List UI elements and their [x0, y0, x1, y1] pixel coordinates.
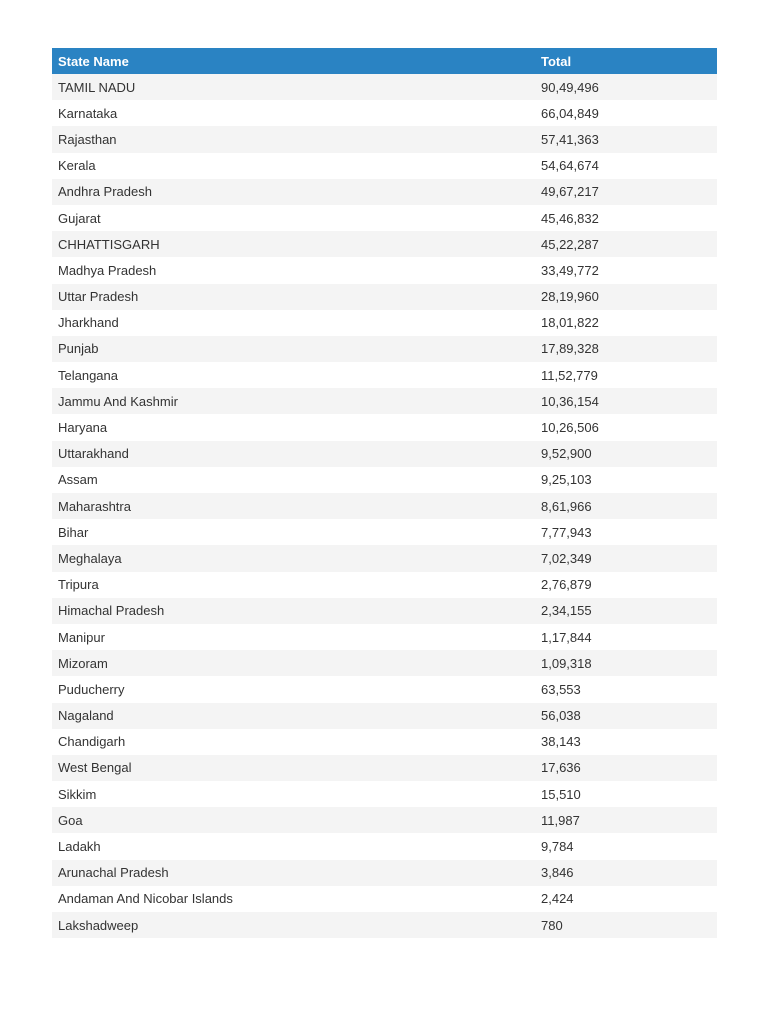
total-cell: 11,52,779 — [535, 362, 717, 388]
total-cell: 10,36,154 — [535, 388, 717, 414]
table-row — [52, 729, 717, 755]
total-cell: 54,64,674 — [535, 153, 717, 179]
state-name-cell: Andhra Pradesh — [52, 179, 535, 205]
total-cell: 56,038 — [535, 703, 717, 729]
table-row — [52, 519, 717, 545]
table-row — [52, 388, 717, 414]
total-cell: 9,25,103 — [535, 467, 717, 493]
total-cell: 9,784 — [535, 833, 717, 859]
state-name-cell: Sikkim — [52, 781, 535, 807]
total-cell: 2,34,155 — [535, 598, 717, 624]
state-name-column-header: State Name — [52, 48, 535, 74]
total-cell: 2,76,879 — [535, 572, 717, 598]
total-cell: 90,49,496 — [535, 74, 717, 100]
state-name-cell: Puducherry — [52, 676, 535, 702]
state-totals-table — [52, 48, 717, 938]
state-name-cell: CHHATTISGARH — [52, 231, 535, 257]
table-row — [52, 153, 717, 179]
state-name-cell: Uttar Pradesh — [52, 284, 535, 310]
total-cell: 45,22,287 — [535, 231, 717, 257]
total-cell: 63,553 — [535, 676, 717, 702]
total-cell: 28,19,960 — [535, 284, 717, 310]
state-name-cell: Nagaland — [52, 703, 535, 729]
state-name-cell: TAMIL NADU — [52, 74, 535, 100]
table-row — [52, 126, 717, 152]
table-row — [52, 703, 717, 729]
state-name-cell: Arunachal Pradesh — [52, 860, 535, 886]
state-name-cell: Bihar — [52, 519, 535, 545]
state-name-cell: Uttarakhand — [52, 441, 535, 467]
total-cell: 780 — [535, 912, 717, 938]
table-row — [52, 179, 717, 205]
table-row — [52, 676, 717, 702]
total-cell: 9,52,900 — [535, 441, 717, 467]
state-name-cell: Telangana — [52, 362, 535, 388]
table-row — [52, 100, 717, 126]
total-cell: 2,424 — [535, 886, 717, 912]
state-name-cell: Madhya Pradesh — [52, 257, 535, 283]
table-row — [52, 860, 717, 886]
total-cell: 38,143 — [535, 729, 717, 755]
table-header — [52, 48, 717, 74]
header-row — [52, 48, 717, 74]
table-row — [52, 284, 717, 310]
state-name-cell: Goa — [52, 807, 535, 833]
state-name-cell: Chandigarh — [52, 729, 535, 755]
state-name-cell: Mizoram — [52, 650, 535, 676]
table-row — [52, 833, 717, 859]
total-cell: 10,26,506 — [535, 414, 717, 440]
table-row — [52, 310, 717, 336]
table-row — [52, 493, 717, 519]
state-name-cell: Lakshadweep — [52, 912, 535, 938]
total-cell: 17,636 — [535, 755, 717, 781]
total-cell: 11,987 — [535, 807, 717, 833]
total-column-header: Total — [535, 48, 717, 74]
table-row — [52, 807, 717, 833]
total-cell: 57,41,363 — [535, 126, 717, 152]
state-name-cell: West Bengal — [52, 755, 535, 781]
total-cell: 7,02,349 — [535, 545, 717, 571]
state-name-cell: Jharkhand — [52, 310, 535, 336]
table-row — [52, 545, 717, 571]
state-name-cell: Assam — [52, 467, 535, 493]
state-name-cell: Punjab — [52, 336, 535, 362]
table-row — [52, 231, 717, 257]
total-cell: 1,17,844 — [535, 624, 717, 650]
table-row — [52, 441, 717, 467]
table-row — [52, 467, 717, 493]
state-name-cell: Meghalaya — [52, 545, 535, 571]
state-name-cell: Rajasthan — [52, 126, 535, 152]
state-name-cell: Andaman And Nicobar Islands — [52, 886, 535, 912]
total-cell: 17,89,328 — [535, 336, 717, 362]
total-cell: 7,77,943 — [535, 519, 717, 545]
total-cell: 49,67,217 — [535, 179, 717, 205]
state-name-cell: Haryana — [52, 414, 535, 440]
table-row — [52, 624, 717, 650]
total-cell: 45,46,832 — [535, 205, 717, 231]
total-cell: 1,09,318 — [535, 650, 717, 676]
state-name-cell: Manipur — [52, 624, 535, 650]
state-name-cell: Jammu And Kashmir — [52, 388, 535, 414]
state-name-cell: Tripura — [52, 572, 535, 598]
total-cell: 8,61,966 — [535, 493, 717, 519]
table-row — [52, 912, 717, 938]
table-row — [52, 205, 717, 231]
state-name-cell: Maharashtra — [52, 493, 535, 519]
total-cell: 18,01,822 — [535, 310, 717, 336]
state-name-cell: Karnataka — [52, 100, 535, 126]
table-row — [52, 781, 717, 807]
state-name-cell: Himachal Pradesh — [52, 598, 535, 624]
total-cell: 33,49,772 — [535, 257, 717, 283]
table-row — [52, 74, 717, 100]
state-name-cell: Gujarat — [52, 205, 535, 231]
total-cell: 15,510 — [535, 781, 717, 807]
state-name-cell: Ladakh — [52, 833, 535, 859]
table-row — [52, 257, 717, 283]
table-row — [52, 414, 717, 440]
total-cell: 66,04,849 — [535, 100, 717, 126]
table-row — [52, 336, 717, 362]
table-row — [52, 598, 717, 624]
table-row — [52, 886, 717, 912]
state-name-cell: Kerala — [52, 153, 535, 179]
table-row — [52, 755, 717, 781]
table-body — [52, 74, 717, 938]
total-cell: 3,846 — [535, 860, 717, 886]
table-row — [52, 362, 717, 388]
table-row — [52, 572, 717, 598]
table-row — [52, 650, 717, 676]
